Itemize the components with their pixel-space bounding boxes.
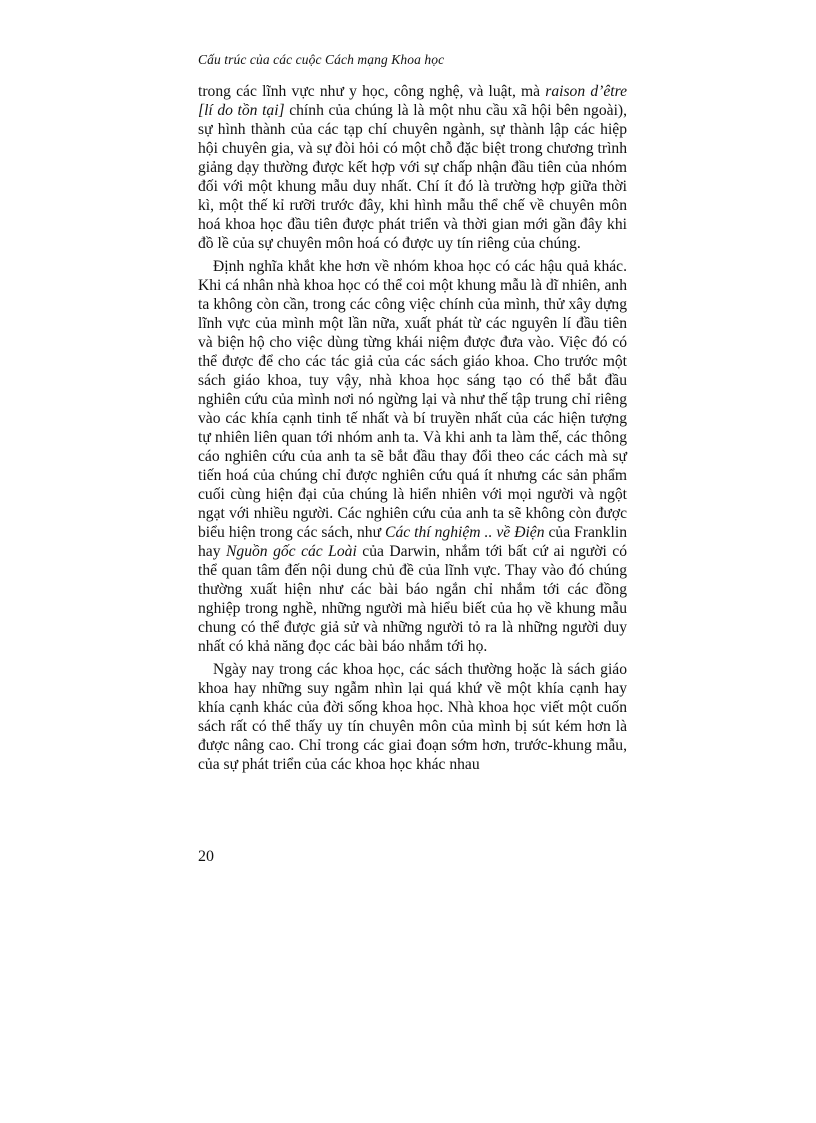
paragraph-1-text-cont: chính của chúng là là một nhu cầu xã hội bên ngoài), sự hình thành của các tạp chí chuyên ngành, sự thành lập các hiệp hội chuyên gia, và sự đòi hỏi có một chỗ đặc biệt trong chương trình giảng dạy thường được kết hợp với sự chấp nhận đầu tiên của nhóm đối với một khung mẫu duy nhất. Chí ít đó là trường hợp giữa thời kì, một thế kỉ rưỡi trước đây, khi hình mẫu thể chế về chuyên môn hoá khoa học đầu tiên được phát triển và thời gian mới gần đây khi đồ lề của sự chuyên môn hoá có được uy tín riêng của chúng. (198, 102, 627, 252)
paragraph-2-text-mid: của Franklin hay (198, 524, 627, 560)
paragraph-1-text: trong các lĩnh vực như y học, công nghệ, và luật, mà (198, 83, 546, 100)
page-number: 20 (198, 848, 214, 865)
paragraph-2-text: Định nghĩa khắt khe hơn về nhóm khoa học có các hậu quả khác. Khi cá nhân nhà khoa học có thể coi một khung mẫu là dĩ nhiên, anh ta không còn cần, trong các công việc chính của mình, thử xây dựng lĩnh vực của mình một lần nữa, xuất phát từ các nguyên lí đầu tiên và biện hộ cho việc dùng từng khái niệm được đưa vào. Việc đó có thể được để cho các tác giả của các sách giáo khoa. Cho trước một sách giáo khoa, tuy vậy, nhà khoa học sáng tạo có thể bắt đầu nghiên cứu của mình nơi nó ngừng lại và như thế tập trung chỉ riêng vào các khía cạnh tinh tế nhất và bí truyền nhất của các hiện tượng tự nhiên liên quan tới nhóm anh ta. Và khi anh ta làm thế, các thông cáo nghiên cứu của anh ta sẽ bắt đầu thay đổi theo các cách mà sự tiến hoá của chúng chỉ được nghiên cứu quá ít nhưng các sản phẩm cuối cùng hiện đại của chúng là hiển nhiên với mọi người và ngột ngạt với nhiều người. Các nghiên cứu của anh ta sẽ không còn được biểu hiện trong các sách, như (198, 258, 627, 541)
paragraph-2-book-title-darwin: Nguồn gốc các Loài (226, 543, 357, 560)
paragraph-1-italic-phrase: raison d’être [lí do tồn tại] (198, 83, 627, 119)
paragraph-2-text-end: của Darwin, nhắm tới bất cứ ai người có thể quan tâm đến nội dung chủ đề của lĩnh vực. Thay vào đó chúng thường xuất hiện như các bài báo ngắn chỉ nhắm tới các đồng nghiệp trong nghề, những người mà hiểu biết của họ về khung mẫu chung có thể được giả sử và những người tỏ ra là những người duy nhất có khả năng đọc các bài báo nhắm tới họ. (198, 543, 627, 655)
body-text (198, 82, 627, 774)
paragraph-1 (198, 82, 627, 253)
paragraph-3-text: Ngày nay trong các khoa học, các sách thường hoặc là sách giáo khoa hay những suy ngẫm nhìn lại quá khứ về một khía cạnh hay khía cạnh khác của đời sống khoa học. Nhà khoa học viết một cuốn sách rất có thể thấy uy tín chuyên môn của mình bị sút kém hơn là được nâng cao. Chỉ trong các giai đoạn sớm hơn, trước-khung mẫu, của sự phát triển của các khoa học khác nhau (198, 661, 627, 773)
paragraph-2 (198, 257, 627, 656)
running-header: Cấu trúc của các cuộc Cách mạng Khoa học (198, 52, 445, 67)
paragraph-3 (198, 660, 627, 774)
paragraph-2-book-title-franklin: Các thí nghiệm .. về Điện (385, 524, 545, 541)
